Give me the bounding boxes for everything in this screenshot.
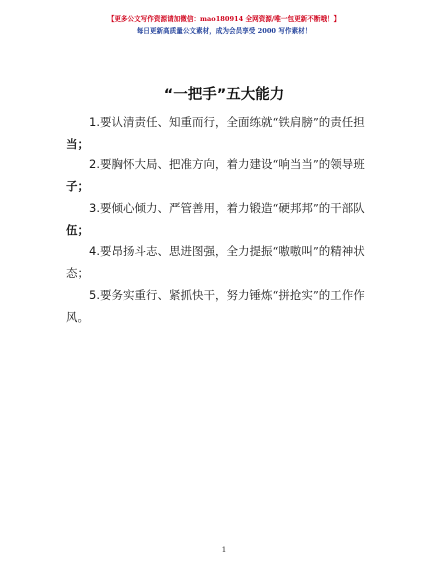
list-item-first-line [66, 197, 396, 219]
list-item-continuation: 态； [66, 266, 89, 280]
list-item-first-line [66, 284, 396, 306]
list-item [66, 284, 396, 328]
list-item-number: 2. [89, 157, 100, 171]
list-item-number: 3. [89, 201, 100, 215]
list-item [66, 111, 396, 155]
promo-header-line-2: 每日更新高质量公文素材，成为会员享受 2000 写作素材！ [136, 27, 312, 35]
list-item-continuation: 风。 [66, 310, 89, 324]
list-item-text: 要认清责任、知重而行，全面练就“铁肩膀”的责任担 [99, 115, 365, 129]
list-item [66, 153, 396, 197]
page-number: 1 [221, 545, 227, 554]
list-item-continuation: 当； [66, 137, 89, 151]
list-item-first-line [66, 240, 396, 262]
list-item [66, 240, 396, 284]
list-item-continuation: 子； [66, 179, 89, 193]
promo-header-line-1: 【更多公文写作资源请加微信：mao180914 全网资源/唯一包更新不断哦！】 [107, 15, 341, 23]
list-item-continuation: 伍； [66, 223, 89, 237]
list-item-number: 1. [89, 115, 100, 129]
list-item-number: 4. [89, 244, 100, 258]
list-item-text: 要昂扬斗志、思进图强，全力提振“嗷嗷叫”的精神状 [99, 244, 365, 258]
list-item-text: 要胸怀大局、把准方向，着力建设“响当当”的领导班 [99, 157, 365, 171]
list-item-text: 要倾心倾力、严管善用，着力锻造“硬邦邦”的干部队 [99, 201, 365, 215]
list-item-text: 要务实重行、紧抓快干，努力锤炼“拼抢实”的工作作 [99, 288, 365, 302]
document-title: “一把手”五大能力 [163, 87, 285, 103]
list-item-first-line [66, 153, 396, 175]
list-item-first-line [66, 111, 396, 133]
list-item-number: 5. [89, 288, 100, 302]
list-item [66, 197, 396, 241]
